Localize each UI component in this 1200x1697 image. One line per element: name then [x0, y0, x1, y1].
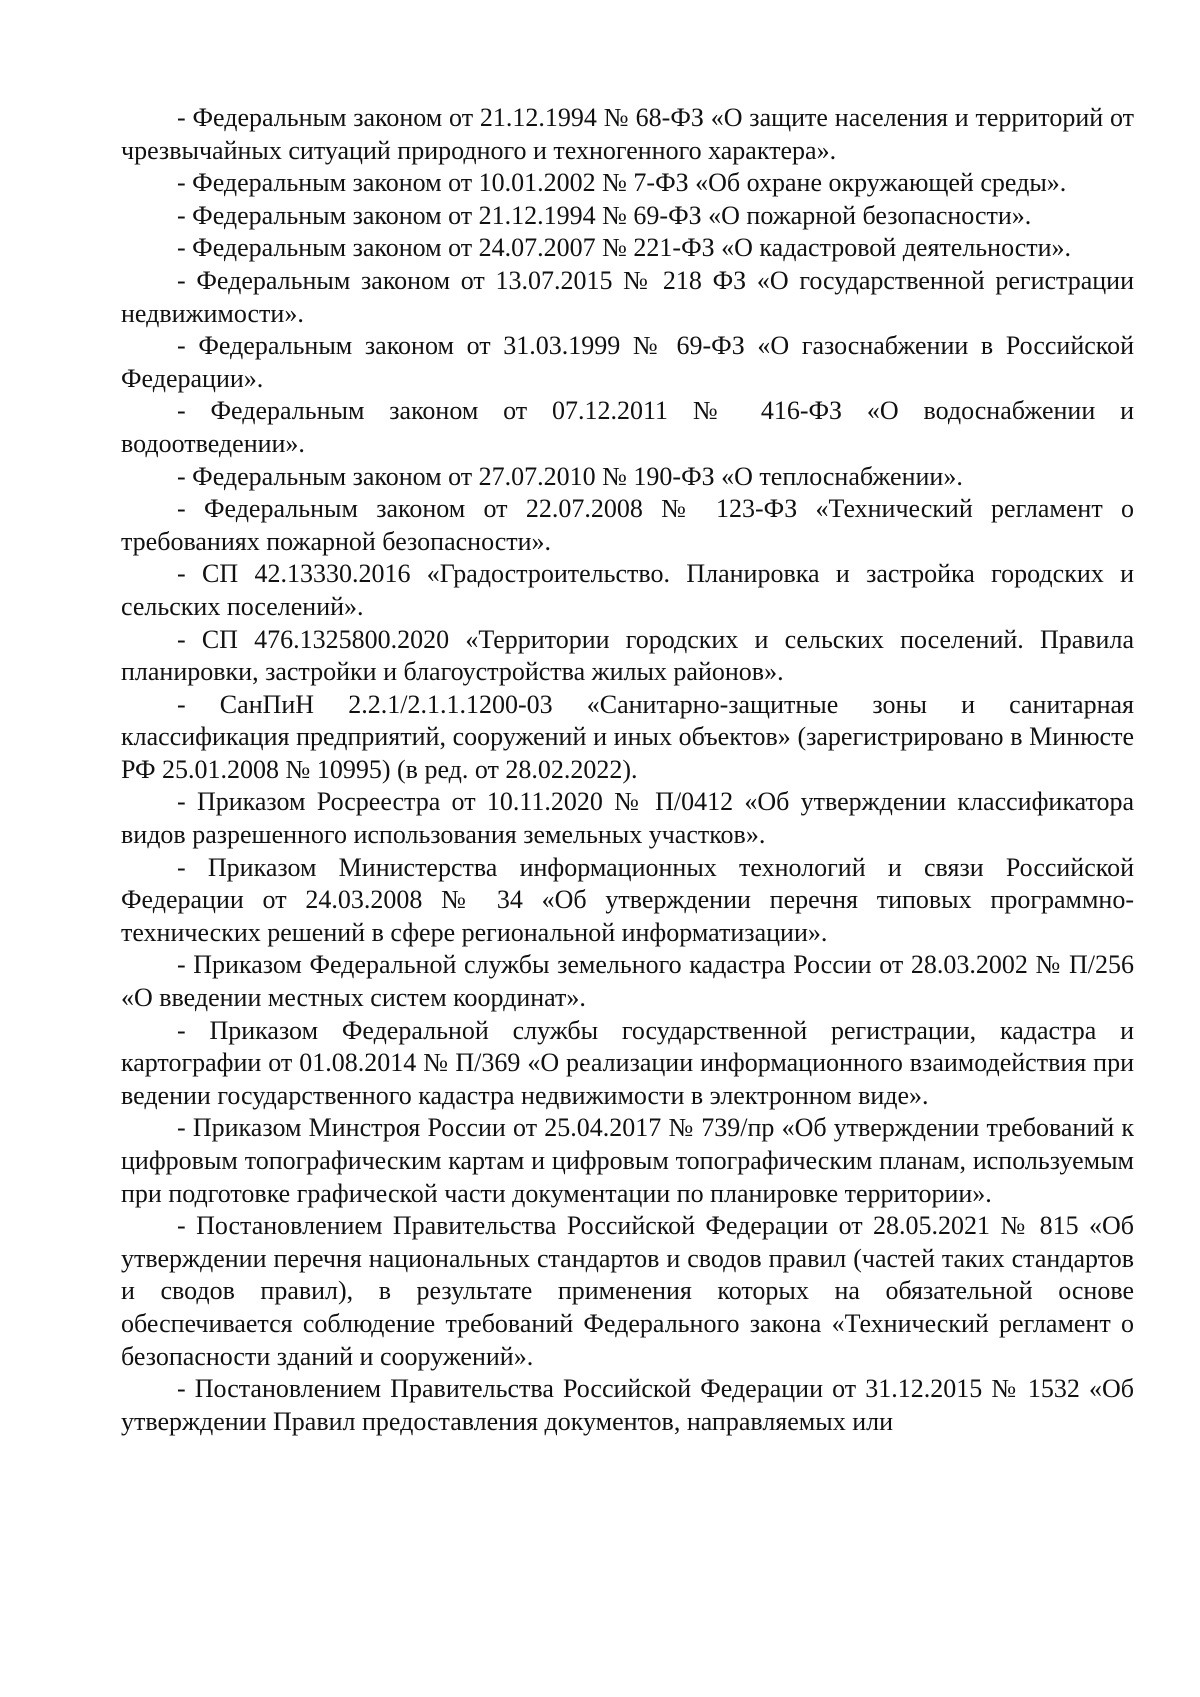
legal-references-list [121, 102, 1134, 1438]
list-item: - Приказом Росреестра от 10.11.2020 № П/0412 «Об утверждении классификатора видов разрешенного использования земельных участков». [121, 787, 1134, 850]
list-item: - Приказом Федеральной службы государственной регистрации, кадастра и картографии от 01.08.2014 № П/369 «О реализации информационного взаимодействия при ведении государственного кадастра недвижимости в электронном виде». [121, 1015, 1134, 1110]
list-item: - Приказом Федеральной службы земельного кадастра России от 28.03.2002 № П/256 «О введении местных систем координат». [121, 950, 1134, 1013]
list-item: - Федеральным законом от 21.12.1994 № 69-ФЗ «О пожарной безопасности». [177, 200, 1032, 230]
list-item: - Постановлением Правительства Российской Федерации от 28.05.2021 № 815 «Об утверждении перечня национальных стандартов и сводов правил (частей таких стандартов и сводов правил), в результате применения которых на обязательной основе обеспечивается соблюдение требований Федерального закона «Технический регламент о безопасности зданий и сооружений». [121, 1211, 1134, 1371]
list-item: - Приказом Минстроя России от 25.04.2017 № 739/пр «Об утверждении требований к цифровым топографическим картам и цифровым топографическим планам, используемым при подготовке графической части документации по планировке территории». [121, 1113, 1134, 1208]
list-item: - Федеральным законом от 13.07.2015 № 218 ФЗ «О государственной регистрации недвижимости». [121, 265, 1134, 328]
list-item: - Федеральным законом от 27.07.2010 № 190-ФЗ «О теплоснабжении». [177, 461, 963, 491]
list-item: - Федеральным законом от 21.12.1994 № 68-ФЗ «О защите населения и территорий от чрезвычайных ситуаций природного и техногенного характера». [121, 103, 1134, 165]
list-item: - Федеральным законом от 10.01.2002 № 7-ФЗ «Об охране окружающей среды». [177, 168, 1067, 198]
list-item: - СанПиН 2.2.1/2.1.1.1200-03 «Санитарно-защитные зоны и санитарная классификация предприятий, сооружений и иных объектов» (зарегистрировано в Минюсте РФ 25.01.2008 № 10995) (в ред. от 28.02.2022). [121, 689, 1134, 784]
list-item: - Федеральным законом от 31.03.1999 № 69-ФЗ «О газоснабжении в Российской Федерации». [121, 331, 1134, 393]
list-item: - Федеральным законом от 07.12.2011 № 416-ФЗ «О водоснабжении и водоотведении». [121, 396, 1134, 458]
list-item: - Постановлением Правительства Российской Федерации от 31.12.2015 № 1532 «Об утверждении Правил предоставления документов, направляемых или [121, 1374, 1134, 1436]
list-item: - Федеральным законом от 22.07.2008 № 123-ФЗ «Технический регламент о требованиях пожарной безопасности». [121, 494, 1134, 556]
list-item: - СП 476.1325800.2020 «Территории городских и сельских поселений. Правила планировки, застройки и благоустройства жилых районов». [121, 624, 1134, 687]
list-item: - Федеральным законом от 24.07.2007 № 221-ФЗ «О кадастровой деятельности». [177, 233, 1072, 263]
list-item: - СП 42.13330.2016 «Градостроительство. Планировка и застройка городских и сельских поселений». [121, 559, 1134, 621]
list-item: - Приказом Министерства информационных технологий и связи Российской Федерации от 24.03.2008 № 34 «Об утверждении перечня типовых программно-технических решений в сфере региональной информатизации». [121, 852, 1134, 947]
